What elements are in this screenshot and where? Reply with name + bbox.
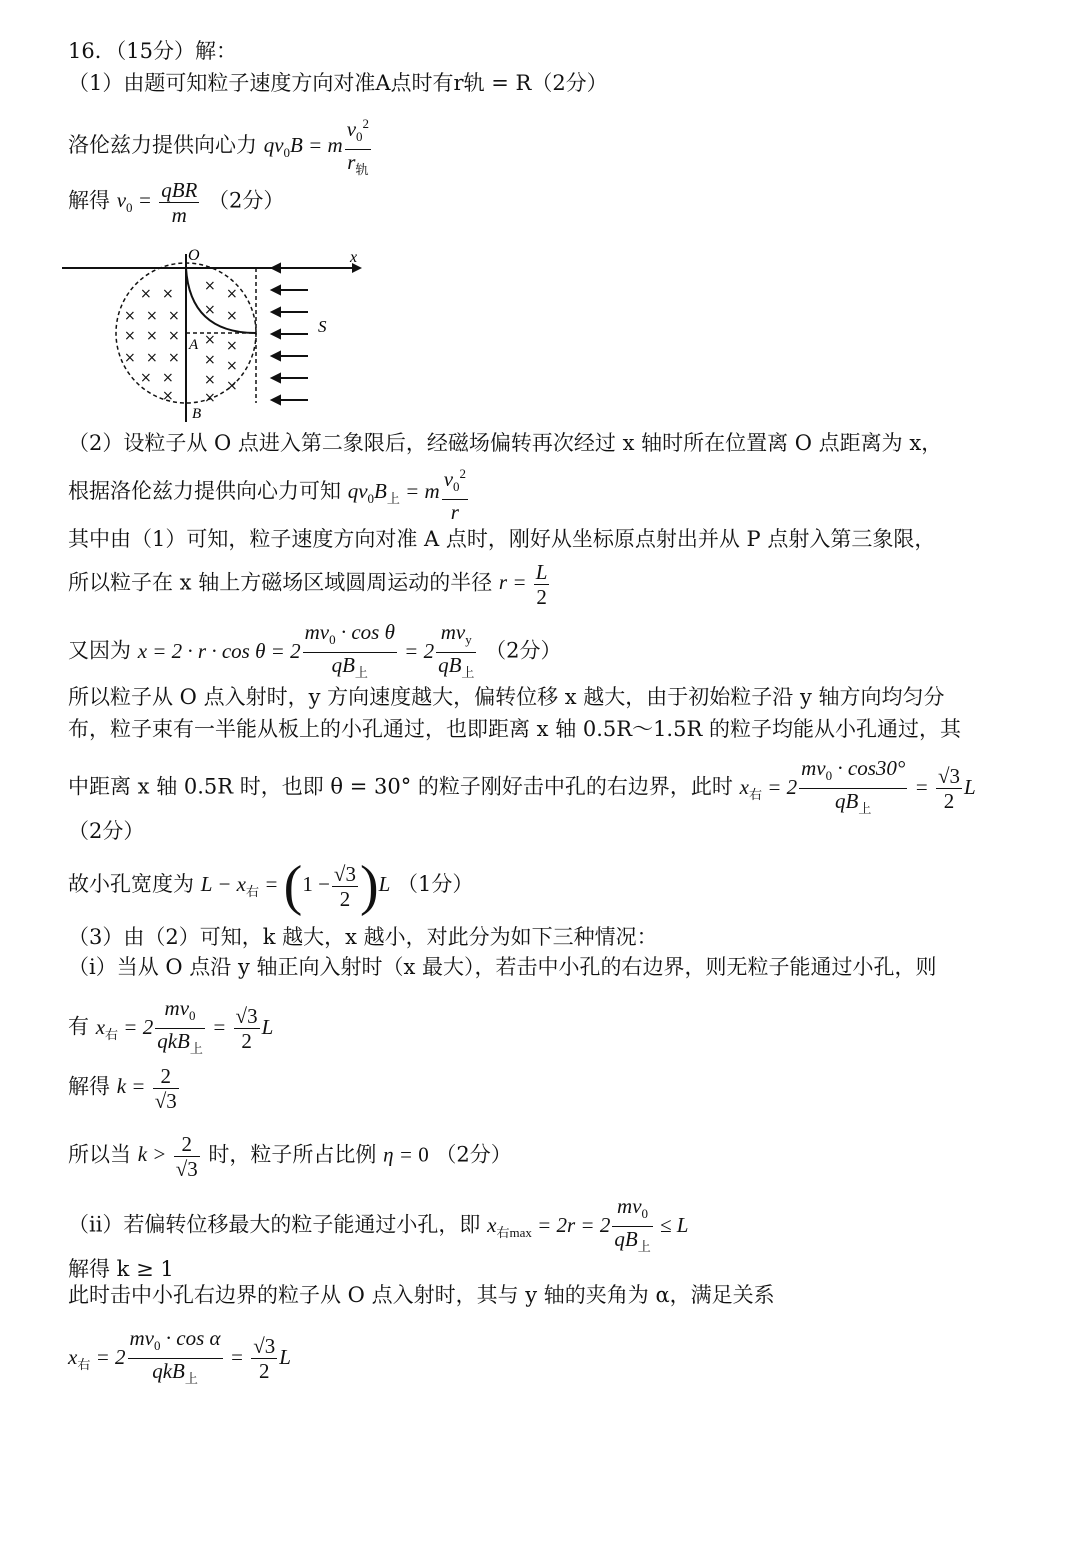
- part1-line2: [68, 112, 373, 182]
- part2-l10: [68, 855, 474, 917]
- formula-v0: $v_0$ = $\frac{\text{qBR}}{m}$: [116, 178, 198, 227]
- score: （2分）: [485, 638, 562, 663]
- part3-l1: （3）由（2）可知，k 越大，x 越小，对此分为如下三种情况：: [68, 925, 658, 949]
- part3-l8: 此时击中小孔右边界的粒子从 O 点入射时，其与 y 轴的夹角为 α，满足关系: [68, 1283, 775, 1307]
- formula-radius: r = $\frac{L}{2}$: [498, 560, 548, 609]
- formula-xmax: $x_{右max} = 2r = 2$ $\frac{mv_0}{qB_上}$ ≤ L: [487, 1194, 689, 1255]
- part2-l6: 所以粒子从 O 点入射时，y 方向速度越大，偏转位移 x 越大，由于初始粒子沿 y 轴方向均匀分: [68, 685, 945, 709]
- part3-l9: [68, 1326, 291, 1391]
- part2-l10-text: 故小孔宽度为: [68, 871, 194, 896]
- label-b: B: [192, 406, 202, 422]
- svg-text:×: ×: [146, 328, 158, 344]
- svg-text:×: ×: [204, 278, 216, 294]
- score: （1分）: [396, 871, 474, 896]
- label-x: x: [350, 249, 358, 266]
- svg-text:×: ×: [204, 390, 216, 406]
- svg-text:×: ×: [226, 338, 238, 354]
- part3-l6-text: （ii）若偏转位移最大的粒子能通过小孔，即: [68, 1212, 481, 1237]
- part2-l2: [68, 462, 470, 524]
- formula-alpha: $x_右 = 2$ $\frac{mv_0 \cdot \cos \alpha}{qkB_上}$ = $\frac{√3}{2}$ L: [68, 1326, 291, 1387]
- part1-line1: （1）由题可知粒子速度方向对准A点时有r轨 = R（2分）: [68, 71, 608, 95]
- part3-l7: 解得 k ≥ 1: [68, 1257, 174, 1281]
- solve-text: 解得: [68, 188, 110, 213]
- part2-l1: （2）设粒子从 O 点进入第二象限后，经磁场偏转再次经过 x 轴时所在位置离 O 点距离为 x，: [68, 431, 943, 455]
- svg-text:×: ×: [162, 286, 174, 302]
- formula-hole-width: $L - x_右 = (1$ − $\frac{√3}{2}$ )L: [200, 855, 391, 917]
- svg-text:×: ×: [168, 308, 180, 324]
- svg-text:×: ×: [168, 350, 180, 366]
- formula-k-limit: $x_右 = 2$ $\frac{mv_0}{qkB_上}$ = $\frac{√3}{2}$ L: [95, 996, 274, 1057]
- svg-text:×: ×: [204, 352, 216, 368]
- problem-title: 16．（15分）解：: [68, 39, 237, 63]
- beam-arrows: [272, 264, 308, 404]
- part3-l5-text: 所以当: [68, 1142, 131, 1167]
- lorentz-text: 洛伦兹力提供向心力: [68, 133, 257, 157]
- svg-text:×: ×: [162, 370, 174, 386]
- svg-text:×: ×: [146, 308, 158, 324]
- svg-text:×: ×: [226, 358, 238, 374]
- part2-l9: （2分）: [68, 819, 145, 843]
- part2-l4: [68, 560, 551, 609]
- part3-l3: [68, 996, 273, 1061]
- formula-x-right: $x_右 = 2$ $\frac{mv_0 \cdot \cos 30^\circ}{qB_上}$ = $\frac{√3}{2}$ L: [739, 756, 976, 817]
- formula-lorentz-2: $qv_0B_上 = m$ $\frac{v_0^2}{r}$: [348, 479, 470, 503]
- part3-l5-mid: 时，粒子所占比例: [208, 1142, 377, 1167]
- part3-l6: [68, 1194, 688, 1259]
- particle-trajectory: [186, 268, 256, 333]
- part3-l3-text: 有: [68, 1014, 89, 1039]
- svg-text:×: ×: [124, 328, 136, 344]
- svg-text:×: ×: [204, 302, 216, 318]
- score: （2分）: [208, 188, 285, 213]
- part2-l4-text: 所以粒子在 x 轴上方磁场区域圆周运动的半径: [68, 570, 493, 595]
- svg-text:×: ×: [168, 328, 180, 344]
- part2-l5-text: 又因为: [68, 638, 131, 663]
- svg-text:×: ×: [146, 350, 158, 366]
- svg-text:×: ×: [124, 350, 136, 366]
- svg-text:×: ×: [226, 286, 238, 302]
- part3-l4: [68, 1064, 181, 1113]
- part2-l8-text: 中距离 x 轴 0.5R 时，也即 θ = 30° 的粒子刚好击中孔的右边界，此时: [68, 774, 733, 799]
- formula-k-value: k = $\frac{2}{√3}$: [116, 1064, 177, 1113]
- part3-l2: （i）当从 O 点沿 y 轴正向入射时（x 最大），若击中小孔的右边界，则无粒子能通过小孔，则: [68, 955, 937, 979]
- part1-line3: [68, 178, 284, 227]
- part2-l7: 布，粒子束有一半能从板上的小孔通过，也即距离 x 轴 0.5R～1.5R 的粒子均能从小孔通过，其: [68, 717, 961, 741]
- part3-l4-text: 解得: [68, 1074, 110, 1099]
- part3-l5: [68, 1132, 512, 1181]
- svg-text:×: ×: [140, 286, 152, 302]
- formula-lorentz: $qv_0B = m$ $\frac{v_0^2}{r_轨}$: [264, 133, 373, 157]
- svg-text:×: ×: [162, 388, 174, 404]
- svg-text:×: ×: [204, 372, 216, 388]
- formula-k-greater: k > $\frac{2}{√3}$: [137, 1132, 198, 1181]
- part2-l5: [68, 620, 561, 685]
- svg-text:×: ×: [226, 308, 238, 324]
- part2-l3: 其中由（1）可知，粒子速度方向对准 A 点时，刚好从坐标原点射出并从 P 点射入第三象限，: [68, 527, 936, 551]
- svg-text:×: ×: [124, 308, 136, 324]
- magnetic-field-figure: [62, 240, 382, 425]
- score: （2分）: [435, 1142, 512, 1167]
- svg-text:×: ×: [204, 332, 216, 348]
- part2-l2-text: 根据洛伦兹力提供向心力可知: [68, 478, 341, 503]
- svg-text:×: ×: [140, 370, 152, 386]
- svg-text:×: ×: [226, 378, 238, 394]
- part2-l8: [68, 756, 976, 821]
- formula-eta: η = 0: [383, 1142, 429, 1167]
- label-s: S: [318, 317, 327, 336]
- label-o: O: [188, 247, 200, 264]
- label-a: A: [189, 337, 199, 353]
- formula-x: x = 2 · r · cos θ = 2 $\frac{mv_0 \cdot \cos \theta}{qB_上}$ = 2 $\frac{mv_y}{qB_上}$: [137, 620, 475, 681]
- field-crosses: [124, 278, 238, 406]
